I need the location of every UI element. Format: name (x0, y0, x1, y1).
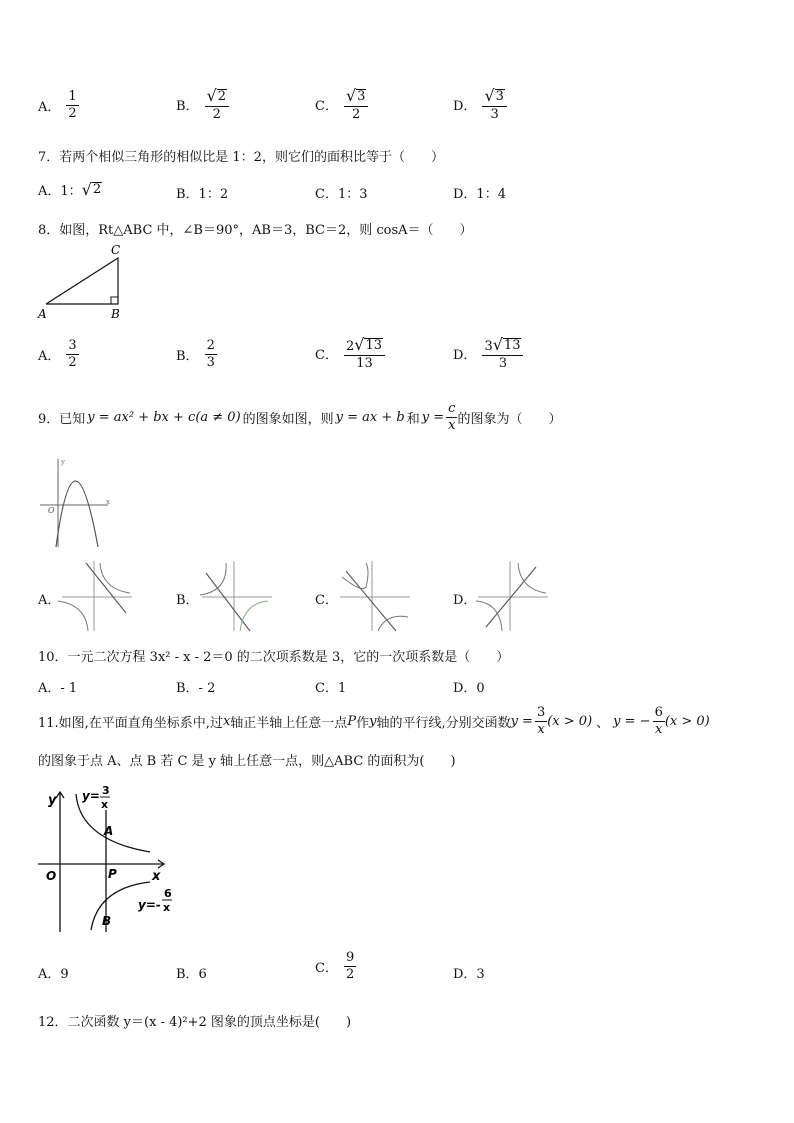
q7-option-c: C．1：3 (315, 187, 368, 202)
q6-option-b: B． √ 2 2 (176, 88, 229, 121)
q11-option-a: A．9 (38, 967, 69, 982)
q7-option-d: D．1：4 (453, 187, 506, 202)
q8-option-d: D． 3 √ 13 3 (453, 337, 523, 370)
curve1-label-num: 3 (102, 784, 110, 797)
q9-parabola-figure (36, 455, 116, 550)
q11-question-line2: 的图象于点 A、点 B 若 C 是 y 轴上任意一点，则△ABC 的面积为( ) (38, 754, 456, 769)
vertex-a-label: A (38, 307, 47, 321)
q6-option-c: C． √ 3 2 (315, 88, 368, 121)
fraction: √ 3 3 (482, 88, 506, 121)
q8-option-b: B． $\frac{2}{3}$ (176, 338, 215, 370)
curve2-label-den: x (163, 901, 171, 914)
point-b-label: B (102, 914, 112, 928)
q9-option-d-label: D． (453, 593, 477, 608)
y-axis-label: y (48, 793, 57, 808)
y-axis-label: y (61, 458, 65, 466)
q8-option-a: A． $\frac{3}{2}$ (38, 338, 77, 370)
q8-question: 8．如图，Rt△ABC 中，∠B＝90°，AB＝3，BC＝2，则 cosA＝（ ） (38, 223, 473, 238)
q6-option-d: D． √ 3 3 (453, 88, 507, 121)
point-a-label: A (104, 824, 114, 838)
vertex-c-label: C (111, 243, 121, 257)
q10-option-d: D．0 (453, 681, 485, 696)
q7-question: 7．若两个相似三角形的相似比是 1：2，则它们的面积比等于（ ） (38, 150, 444, 165)
q9-option-c-graph (336, 557, 416, 633)
point-p-label: P (108, 867, 117, 881)
q10-question: 10．一元二次方程 3x² - x - 2＝0 的二次项系数是 3，它的一次项系数是（ ） (38, 650, 510, 665)
curve1-label-den: x (101, 798, 109, 811)
q8-triangle-figure (36, 242, 136, 322)
q9-option-d-graph (474, 557, 554, 633)
q12-question: 12．二次函数 y＝(x - 4)²+2 图象的顶点坐标是( ) (38, 1015, 352, 1030)
q9-option-b-graph (198, 557, 278, 633)
vertex-b-label: B (111, 307, 120, 321)
q9-question: 9．已知 y = ax² + bx + c(a ≠ 0) 的图象如图，则 y = ax + b 和 y = $\frac{c}{x}$ 的图象为（ ） (38, 401, 562, 433)
q11-option-d: D．3 (453, 967, 485, 982)
q9-option-a-label: A． (38, 593, 61, 608)
q6-option-a: A． $\frac{1}{2}$ (38, 89, 77, 121)
curve2-label-num: 6 (164, 887, 172, 900)
q10-option-b: B．- 2 (176, 681, 216, 696)
curve2-label-prefix: y=- (138, 898, 161, 912)
q9-option-c-label: C． (315, 593, 338, 608)
q10-option-a: A．- 1 (38, 681, 78, 696)
fraction: $\frac{1}{2}$ (68, 89, 77, 121)
q11-option-b: B．6 (176, 967, 207, 982)
x-axis-label: x (152, 869, 161, 884)
x-axis-label: x (106, 498, 110, 506)
q10-option-c: C．1 (315, 681, 347, 696)
q7-option-b: B．1：2 (176, 187, 229, 202)
q8-option-c: C． 2 √ 13 13 (315, 337, 385, 370)
q7-option-a: A． 1： √ 2 (38, 179, 102, 199)
q11-coordinate-figure (36, 780, 186, 938)
curve1-label-prefix: y= (82, 789, 100, 803)
origin-label: O (46, 869, 57, 883)
fraction: √ 2 2 (205, 88, 229, 121)
q11-option-c: C． $\frac{9}{2}$ (315, 950, 355, 982)
fraction: √ 3 2 (344, 88, 368, 121)
origin-label: O (48, 506, 55, 515)
q11-question-line1: 11.如图,在平面直角坐标系中,过 x 轴正半轴上任意一点 P 作 y 轴的平行线,分别交函数 y = $\frac{3}{x}$ (x > 0) 、 y = − $\frac{6}{x}$ (x > 0) (38, 705, 710, 737)
q9-option-b-label: B． (176, 593, 199, 608)
q9-option-a-graph (58, 557, 138, 633)
